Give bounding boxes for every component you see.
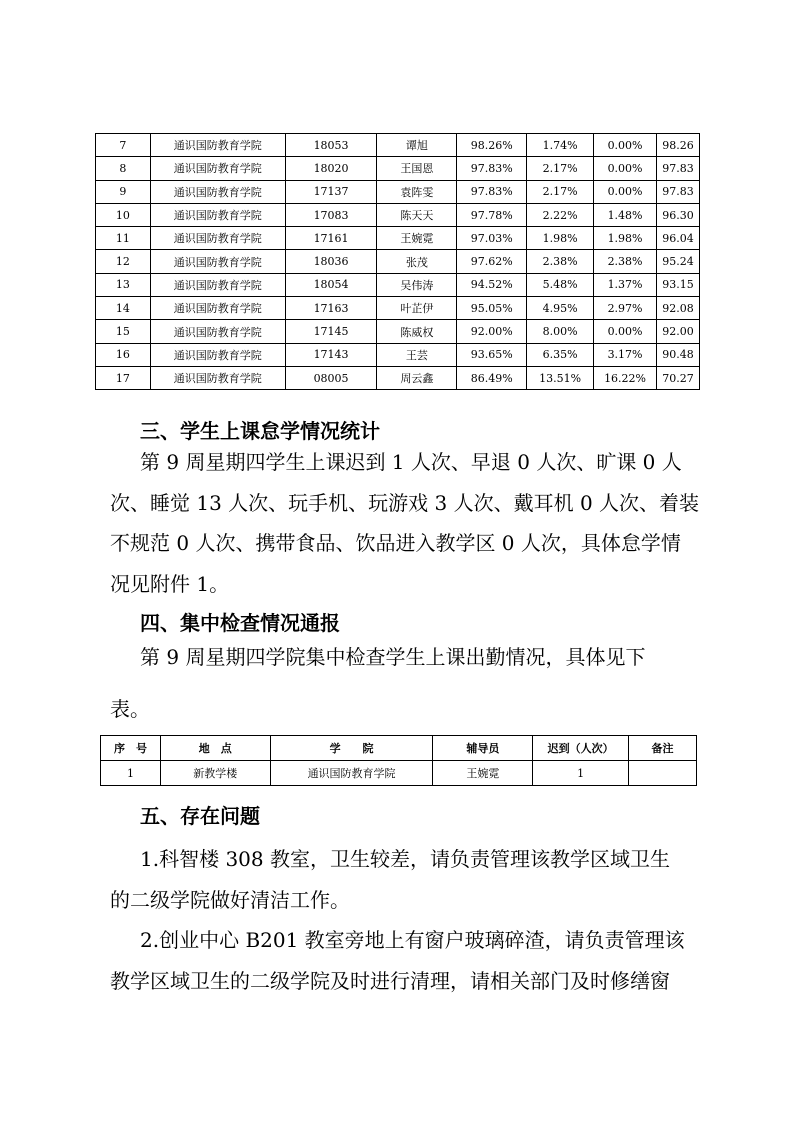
table-cell: 70.27 [657, 366, 700, 389]
table-cell: 95.05% [457, 297, 527, 320]
table-cell: 1.98% [594, 227, 657, 250]
table-cell: 17161 [285, 227, 377, 250]
table-cell: 10 [96, 203, 151, 226]
table-cell: 陈天天 [377, 203, 457, 226]
table-cell: 1 [533, 761, 629, 786]
table-cell: 通识国防教育学院 [150, 157, 285, 180]
section-3-paragraph [110, 442, 700, 604]
text-line: 次、睡觉 13 人次、玩手机、玩游戏 3 人次、戴耳机 0 人次、着装 [110, 490, 700, 515]
col-header-college: 学 院 [270, 736, 433, 761]
text-line: 不规范 0 人次、携带食品、饮品进入教学区 0 人次，具体怠学情 [110, 531, 681, 555]
table-cell: 2.17% [527, 157, 594, 180]
table-cell: 0.00% [594, 320, 657, 343]
table-cell: 5.48% [527, 273, 594, 296]
table-cell: 王芸 [377, 343, 457, 366]
text-line: 第 9 周星期四学院集中检查学生上课出勤情况，具体见下 [140, 645, 646, 669]
table-cell: 95.24 [657, 250, 700, 273]
table-cell: 1.37% [594, 273, 657, 296]
table-cell: 0.00% [594, 157, 657, 180]
table-cell: 17163 [285, 297, 377, 320]
table-row [96, 180, 700, 203]
table-cell: 通识国防教育学院 [150, 320, 285, 343]
table-cell: 11 [96, 227, 151, 250]
col-header-counselor: 辅导员 [433, 736, 533, 761]
table-cell: 93.15 [657, 273, 700, 296]
table-cell: 93.65% [457, 343, 527, 366]
table-cell: 通识国防教育学院 [150, 180, 285, 203]
text-line: 况见附件 1。 [110, 571, 230, 596]
table-cell: 通识国防教育学院 [150, 366, 285, 389]
section-5-item-1 [110, 839, 700, 920]
text-line: 1.科智楼 308 教室，卫生较差，请负责管理该教学区域卫生 [140, 847, 670, 871]
col-header-remarks: 备注 [629, 736, 697, 761]
table-cell: 86.49% [457, 366, 527, 389]
table-cell: 18036 [285, 250, 377, 273]
text-line: 教学区域卫生的二级学院及时进行清理，请相关部门及时修缮窗 [110, 968, 670, 993]
table-cell: 12 [96, 250, 151, 273]
table-row [96, 297, 700, 320]
text-line: 2.创业中心 B201 教室旁地上有窗户玻璃碎渣，请负责管理该 [140, 928, 685, 952]
table-cell: 1.48% [594, 203, 657, 226]
section-4-heading: 四、集中检查情况通报 [140, 611, 340, 635]
table-row [96, 250, 700, 273]
table-row [96, 343, 700, 366]
table-cell: 通识国防教育学院 [150, 203, 285, 226]
table-cell: 陈威权 [377, 320, 457, 343]
table-cell: 97.83 [657, 157, 700, 180]
table-cell: 96.04 [657, 227, 700, 250]
inspection-table [100, 735, 697, 786]
table-header-row [101, 736, 697, 761]
table-cell: 18053 [285, 134, 377, 157]
table-cell: 2.97% [594, 297, 657, 320]
table-cell: 97.62% [457, 250, 527, 273]
table-cell: 张茂 [377, 250, 457, 273]
text-line: 表。 [110, 696, 150, 721]
table-cell: 6.35% [527, 343, 594, 366]
section-4-paragraph [110, 637, 700, 729]
table-cell: 92.08 [657, 297, 700, 320]
table-cell: 96.30 [657, 203, 700, 226]
section-3-heading: 三、学生上课怠学情况统计 [140, 419, 380, 443]
table-cell: 98.26% [457, 134, 527, 157]
text-line: 的二级学院做好清洁工作。 [110, 887, 350, 912]
table-cell [629, 761, 697, 786]
table-cell: 谭旭 [377, 134, 457, 157]
table-cell: 97.83% [457, 180, 527, 203]
table-cell: 18020 [285, 157, 377, 180]
table-cell: 90.48 [657, 343, 700, 366]
table-cell: 2.22% [527, 203, 594, 226]
table-cell: 17137 [285, 180, 377, 203]
table-cell: 8 [96, 157, 151, 180]
table-cell: 16 [96, 343, 151, 366]
table-row [96, 227, 700, 250]
table-cell: 13.51% [527, 366, 594, 389]
table-cell: 0.00% [594, 134, 657, 157]
table-cell: 08005 [285, 366, 377, 389]
table-row [101, 761, 697, 786]
table-cell: 新教学楼 [160, 761, 270, 786]
table-cell: 周云鑫 [377, 366, 457, 389]
table-cell: 97.78% [457, 203, 527, 226]
table-cell: 17143 [285, 343, 377, 366]
table-cell: 通识国防教育学院 [150, 273, 285, 296]
table-cell: 92.00% [457, 320, 527, 343]
col-header-index: 序 号 [101, 736, 161, 761]
table-row [96, 366, 700, 389]
attendance-table [95, 133, 700, 390]
table-cell: 1.74% [527, 134, 594, 157]
table-cell: 1.98% [527, 227, 594, 250]
table-cell: 王国恩 [377, 157, 457, 180]
table-cell: 17145 [285, 320, 377, 343]
table-cell: 1 [101, 761, 161, 786]
table-cell: 17083 [285, 203, 377, 226]
table-cell: 98.26 [657, 134, 700, 157]
table-cell: 2.17% [527, 180, 594, 203]
table-row [96, 157, 700, 180]
table-cell: 3.17% [594, 343, 657, 366]
table-cell: 7 [96, 134, 151, 157]
table-cell: 94.52% [457, 273, 527, 296]
table-cell: 通识国防教育学院 [270, 761, 433, 786]
text-line: 第 9 周星期四学生上课迟到 1 人次、早退 0 人次、旷课 0 人 [140, 450, 682, 474]
table-cell: 通识国防教育学院 [150, 134, 285, 157]
table-cell: 97.03% [457, 227, 527, 250]
table-cell: 2.38% [594, 250, 657, 273]
section-5-heading: 五、存在问题 [140, 804, 260, 828]
table-row [96, 134, 700, 157]
table-cell: 4.95% [527, 297, 594, 320]
table-cell: 通识国防教育学院 [150, 227, 285, 250]
table-cell: 15 [96, 320, 151, 343]
table-row [96, 320, 700, 343]
table-cell: 17 [96, 366, 151, 389]
table-cell: 袁阵雯 [377, 180, 457, 203]
table-cell: 王婉霓 [433, 761, 533, 786]
table-cell: 8.00% [527, 320, 594, 343]
table-row [96, 273, 700, 296]
table-cell: 通识国防教育学院 [150, 250, 285, 273]
table-cell: 97.83% [457, 157, 527, 180]
table-cell: 通识国防教育学院 [150, 297, 285, 320]
table-cell: 13 [96, 273, 151, 296]
table-cell: 92.00 [657, 320, 700, 343]
table-cell: 16.22% [594, 366, 657, 389]
table-cell: 97.83 [657, 180, 700, 203]
col-header-location: 地 点 [160, 736, 270, 761]
table-cell: 14 [96, 297, 151, 320]
table-cell: 18054 [285, 273, 377, 296]
table-cell: 9 [96, 180, 151, 203]
table-cell: 通识国防教育学院 [150, 343, 285, 366]
section-5-item-2 [110, 920, 700, 1001]
col-header-late-count: 迟到（人次） [533, 736, 629, 761]
table-cell: 0.00% [594, 180, 657, 203]
table-row [96, 203, 700, 226]
table-cell: 叶芷伊 [377, 297, 457, 320]
table-cell: 吴伟涛 [377, 273, 457, 296]
table-cell: 王婉霓 [377, 227, 457, 250]
table-cell: 2.38% [527, 250, 594, 273]
